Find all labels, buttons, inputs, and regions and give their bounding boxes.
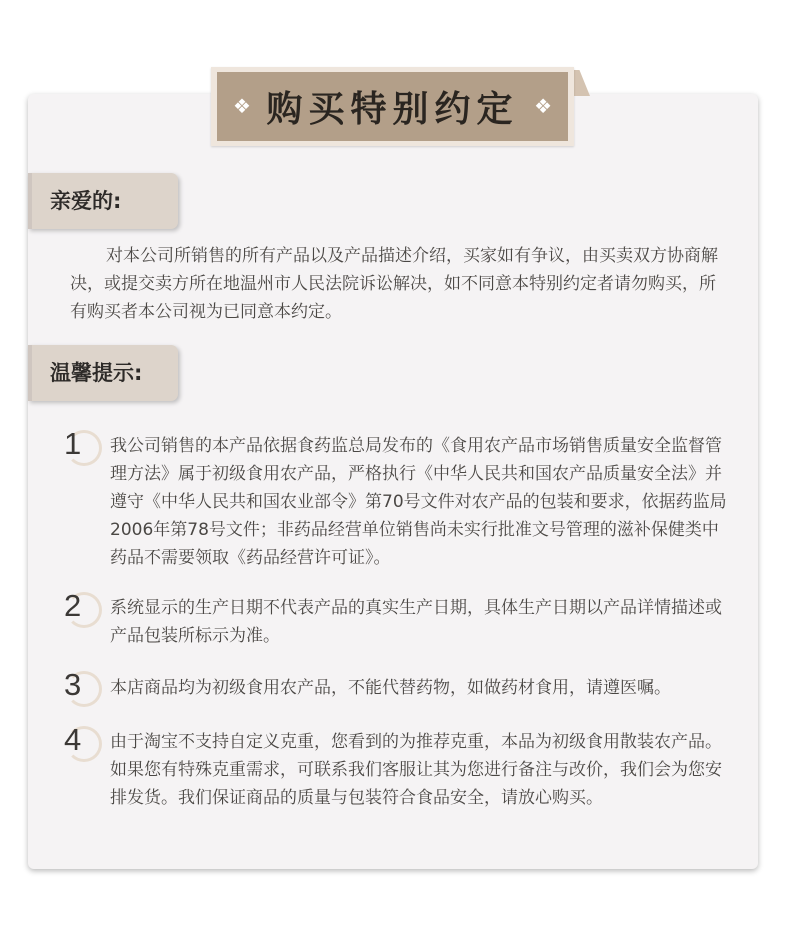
tip-number-digit: 3 [64,667,82,702]
tip-number-3 [60,667,104,705]
title-banner-inner [217,72,568,141]
tip-text-3: 本店商品均为初级食用农产品，不能代替药物，如做药材食用，请遵医嘱。 [110,678,671,698]
section-tab-tips [28,345,178,401]
page-title: 购买特别约定 [266,88,519,130]
tip-number-1 [60,426,104,464]
tip-text-2: 系统显示的生产日期不代表产品的真实生产日期，具体生产日期以产品详情描述或产品包装所标示为准。 [110,598,722,646]
tip-text-1: 我公司销售的本产品依据食药监总局发布的《食用农产品市场销售质量安全监督管理方法》属于初级食用农产品，严格执行《中华人民共和国农产品质量安全法》并遵守《中华人民共和国农业部令》第70号文件对农产品的包装和要求，依据药监局2006年第78号文件；非药品经营单位销售尚未实行批准文号管理的滋补保健类中药品不需要领取《药品经营许可证》。 [110,436,727,568]
tip-text-4: 由于淘宝不支持自定义克重，您看到的为推荐克重，本品为初级食用散装农产品。如果您有特殊克重需求，可联系我们客服让其为您进行备注与改价，我们会为您安排发货。我们保证商品的质量与包装符合食品安全，请放心购买。 [110,732,722,808]
diamond-ornament-icon: ❖ [233,94,251,118]
tip-number-digit: 2 [64,588,82,623]
agreement-text: 对本公司所销售的所有产品以及产品描述介绍，买家如有争议，由买卖双方协商解决，或提交卖方所在地温州市人民法院诉讼解决，如不同意本特别约定者请勿购买，所有购买者本公司视为已同意本约定。 [70,246,718,322]
tip-number-2 [60,588,104,626]
tip-number-digit: 4 [64,722,82,757]
section-label-dear: 亲爱的: [50,189,122,213]
section-tab-dear [28,173,178,229]
title-banner [211,67,574,146]
diamond-ornament-icon: ❖ [534,94,552,118]
tip-number-digit: 1 [64,426,82,461]
section-label-tips: 温馨提示: [50,361,143,385]
tip-number-4 [60,722,104,760]
